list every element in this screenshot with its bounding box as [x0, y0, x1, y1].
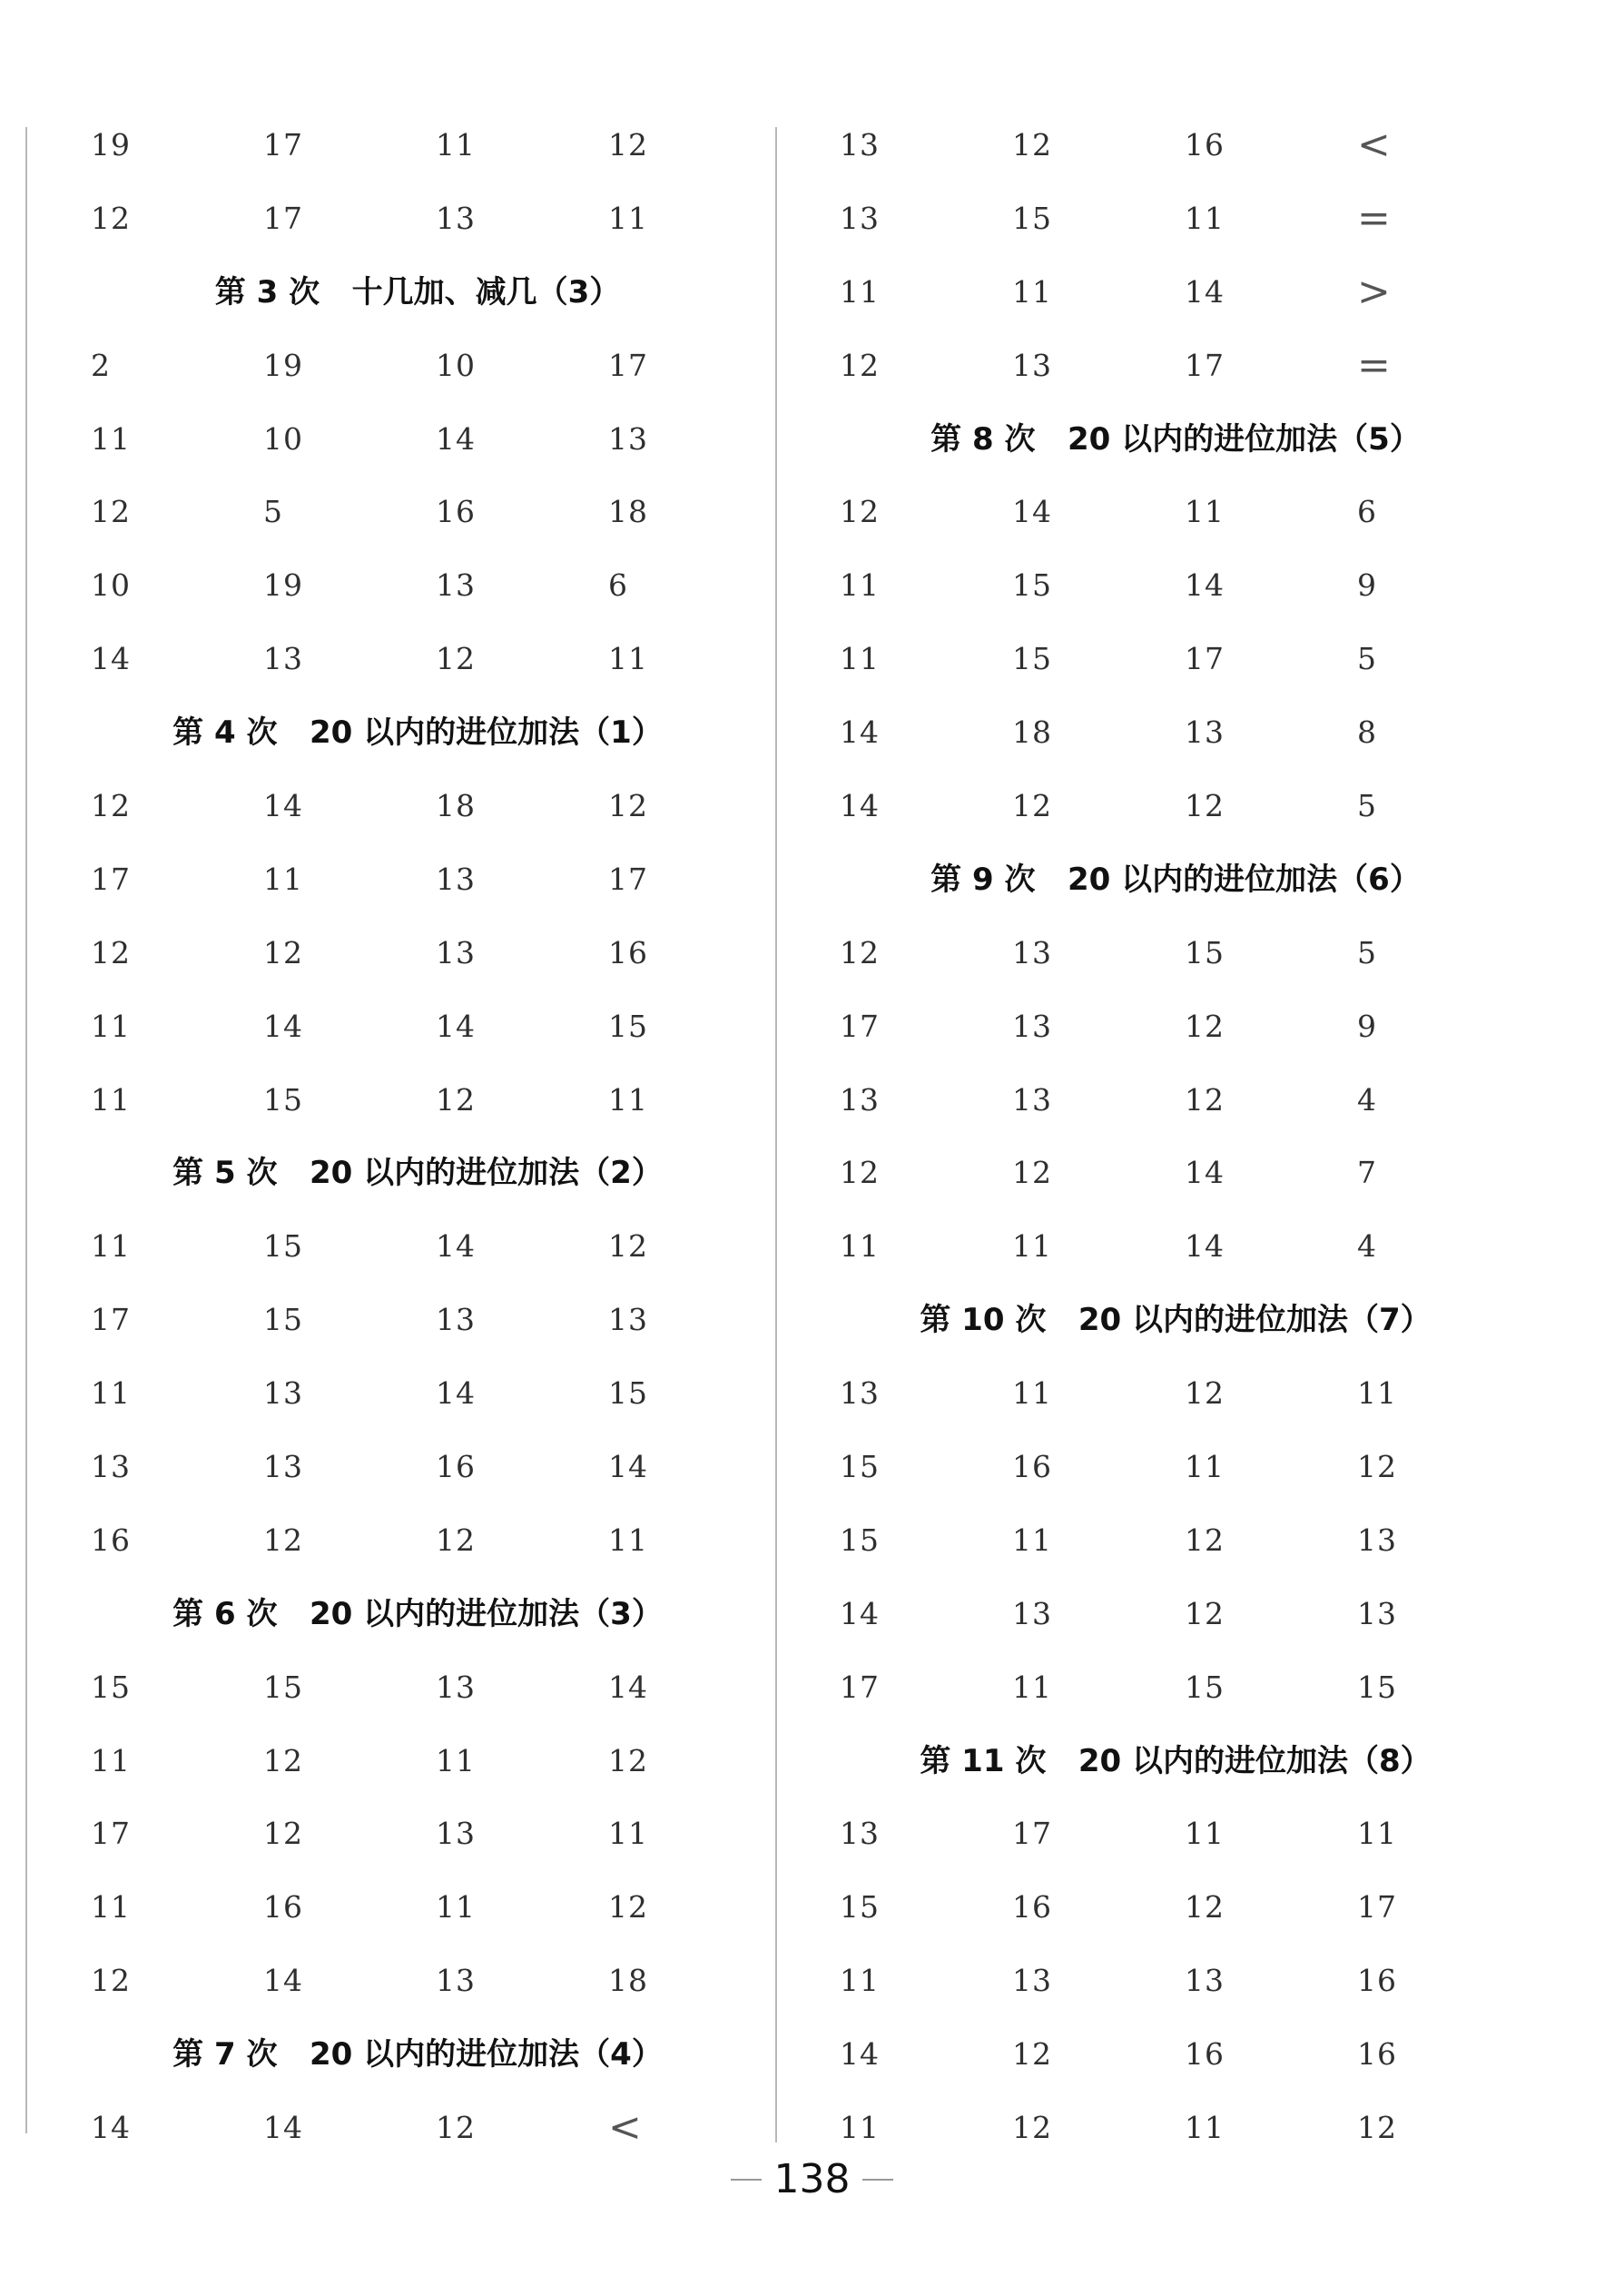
answer-cell: 15	[840, 1449, 880, 1485]
answer-row	[840, 1137, 1511, 1210]
answer-cell: 12	[1012, 788, 1052, 824]
answer-row	[840, 1210, 1511, 1284]
answer-cell: 5	[1357, 934, 1377, 970]
answer-cell: 10	[436, 347, 476, 383]
answer-cell: 17	[1185, 641, 1225, 677]
answer-cell: 15	[263, 1302, 303, 1338]
answer-cell: 11	[840, 2110, 880, 2146]
answer-cell: 13	[263, 641, 303, 677]
answer-cell: 17	[91, 1816, 131, 1852]
answer-cell: 6	[1357, 494, 1377, 530]
answer-cell: 12	[1185, 788, 1225, 824]
answer-cell: 14	[1185, 1228, 1225, 1265]
answer-cell: 12	[1185, 1081, 1225, 1118]
footer-dash-right	[862, 2179, 893, 2181]
answer-cell: 15	[608, 1375, 648, 1412]
answer-cell: 14	[263, 788, 303, 824]
answer-cell: 13	[1357, 1595, 1397, 1631]
answer-cell: 12	[608, 788, 648, 824]
left-margin-rule	[25, 127, 27, 2133]
answer-row	[91, 1284, 744, 1357]
answer-cell: 11	[436, 1742, 476, 1778]
section-heading: 第 4 次 20 以内的进位加法（1）	[172, 714, 663, 752]
answer-cell: 15	[840, 1889, 880, 1926]
answer-row	[91, 1725, 744, 1798]
answer-row	[91, 1651, 744, 1725]
answer-cell: 13	[1185, 1963, 1225, 1999]
answer-cell: 12	[1012, 2110, 1052, 2146]
answer-cell: 15	[1012, 200, 1052, 236]
answer-cell: 14	[840, 2036, 880, 2073]
answer-cell: 11	[840, 273, 880, 310]
answer-cell: 12	[608, 127, 648, 163]
answer-cell: 13	[840, 1081, 880, 1118]
answer-cell: 11	[91, 420, 131, 457]
answer-cell: 11	[1012, 1228, 1052, 1265]
answer-cell: 11	[1185, 1816, 1225, 1852]
answer-cell: 12	[1185, 1008, 1225, 1044]
answer-row	[91, 843, 744, 917]
answer-cell: 14	[436, 1008, 476, 1044]
answer-cell: 12	[840, 934, 880, 970]
answer-cell: 18	[608, 494, 648, 530]
answer-cell: 11	[608, 1816, 648, 1852]
answer-cell: 11	[1357, 1816, 1397, 1852]
section-heading: 第 3 次 十几加、减几（3）	[214, 273, 621, 310]
answer-cell: 15	[91, 1669, 131, 1705]
answer-cell: >	[1357, 268, 1392, 315]
answer-cell: 13	[436, 200, 476, 236]
right-answer-column	[840, 109, 1511, 2165]
answer-cell: =	[1357, 194, 1392, 241]
answer-cell: 14	[263, 1008, 303, 1044]
answer-cell: 19	[263, 567, 303, 604]
section-heading: 第 9 次 20 以内的进位加法（6）	[930, 861, 1421, 898]
answer-cell: 10	[263, 420, 303, 457]
answer-cell: 14	[1012, 494, 1052, 530]
answer-row	[91, 109, 744, 182]
answer-cell: 11	[1185, 2110, 1225, 2146]
answer-cell: 12	[436, 2110, 476, 2146]
answer-row	[840, 1871, 1511, 1945]
answer-cell: 17	[1012, 1816, 1052, 1852]
section-heading: 第 10 次 20 以内的进位加法（7）	[920, 1302, 1432, 1339]
answer-row	[840, 623, 1511, 696]
answer-row	[91, 1797, 744, 1871]
answer-cell: 11	[436, 127, 476, 163]
answer-row	[840, 549, 1511, 623]
column-divider	[775, 127, 777, 2142]
answer-cell: 5	[263, 494, 283, 530]
answer-cell: 13	[1012, 1595, 1052, 1631]
answer-cell: 11	[1185, 1449, 1225, 1485]
answer-row	[840, 476, 1511, 549]
page-number: 138	[773, 2156, 851, 2202]
answer-cell: 13	[436, 934, 476, 970]
answer-row	[840, 256, 1511, 330]
answer-cell: 11	[1185, 200, 1225, 236]
answer-cell: 13	[263, 1449, 303, 1485]
answer-cell: 17	[1185, 347, 1225, 383]
answer-cell: 17	[263, 200, 303, 236]
answer-cell: =	[1357, 341, 1392, 389]
answer-cell: 17	[840, 1669, 880, 1705]
answer-cell: 12	[840, 347, 880, 383]
answer-cell: 12	[91, 494, 131, 530]
answer-cell: 13	[1012, 1081, 1052, 1118]
answer-cell: 12	[263, 934, 303, 970]
answer-cell: 11	[1012, 1522, 1052, 1558]
answer-cell: 5	[1357, 641, 1377, 677]
answer-cell: 13	[840, 1375, 880, 1412]
answer-row	[91, 403, 744, 477]
answer-cell: 12	[840, 494, 880, 530]
answer-row	[91, 549, 744, 623]
answer-cell: 13	[263, 1375, 303, 1412]
answer-cell: 4	[1357, 1081, 1377, 1118]
answer-cell: 16	[263, 1889, 303, 1926]
answer-cell: 13	[1357, 1522, 1397, 1558]
answer-row	[840, 696, 1511, 770]
answer-cell: 13	[436, 1669, 476, 1705]
answer-cell: 14	[840, 714, 880, 751]
answer-cell: 13	[1012, 1008, 1052, 1044]
answer-cell: 18	[608, 1963, 648, 1999]
answer-cell: 16	[436, 494, 476, 530]
answer-row	[91, 330, 744, 403]
answer-cell: 12	[608, 1742, 648, 1778]
answer-row	[91, 917, 744, 990]
answer-cell: 7	[1357, 1155, 1377, 1191]
answer-cell: 16	[1012, 1449, 1052, 1485]
section-heading: 第 8 次 20 以内的进位加法（5）	[930, 420, 1421, 458]
answer-cell: 17	[840, 1008, 880, 1044]
answer-cell: 12	[91, 200, 131, 236]
answer-row	[91, 1431, 744, 1504]
answer-row	[840, 1431, 1511, 1504]
answer-cell: 12	[608, 1228, 648, 1265]
answer-cell: 17	[91, 861, 131, 897]
answer-cell: 13	[436, 1816, 476, 1852]
answer-cell: 11	[1012, 1669, 1052, 1705]
answer-cell: 18	[1012, 714, 1052, 751]
answer-cell: 15	[263, 1669, 303, 1705]
answer-cell: 17	[91, 1302, 131, 1338]
answer-cell: 14	[263, 2110, 303, 2146]
answer-cell: 10	[91, 567, 131, 604]
answer-cell: 11	[608, 641, 648, 677]
answer-cell: 11	[91, 1889, 131, 1926]
answer-cell: 13	[436, 567, 476, 604]
answer-cell: 15	[840, 1522, 880, 1558]
answer-cell: 14	[1185, 1155, 1225, 1191]
answer-cell: 11	[608, 200, 648, 236]
answer-row	[91, 1945, 744, 2018]
answer-cell: 12	[1185, 1889, 1225, 1926]
answer-cell: 11	[840, 641, 880, 677]
answer-cell: 13	[436, 861, 476, 897]
section-heading: 第 11 次 20 以内的进位加法（8）	[920, 1742, 1432, 1779]
answer-row	[91, 182, 744, 256]
answer-cell: 4	[1357, 1228, 1377, 1265]
answer-cell: 19	[91, 127, 131, 163]
answer-row	[91, 1210, 744, 1284]
answer-row	[91, 623, 744, 696]
answer-cell: 13	[608, 420, 648, 457]
answer-cell: 13	[840, 200, 880, 236]
answer-cell: 15	[1185, 1669, 1225, 1705]
answer-cell: 11	[91, 1008, 131, 1044]
answer-row	[840, 990, 1511, 1064]
answer-cell: 14	[263, 1963, 303, 1999]
answer-row	[91, 990, 744, 1064]
answer-cell: 12	[1357, 2110, 1397, 2146]
answer-cell: 11	[263, 861, 303, 897]
answer-cell: 8	[1357, 714, 1377, 751]
answer-row	[840, 917, 1511, 990]
answer-row	[91, 1357, 744, 1431]
answer-cell: 12	[263, 1742, 303, 1778]
answer-cell: 16	[1357, 2036, 1397, 2073]
answer-cell: 15	[1012, 567, 1052, 604]
answer-cell: 13	[436, 1963, 476, 1999]
answer-cell: 11	[1012, 1375, 1052, 1412]
answer-cell: 14	[840, 1595, 880, 1631]
answer-cell: 16	[91, 1522, 131, 1558]
answer-row	[840, 2018, 1511, 2092]
answer-cell: 13	[1012, 347, 1052, 383]
answer-cell: 12	[1357, 1449, 1397, 1485]
answer-cell: 11	[436, 1889, 476, 1926]
answer-cell: 11	[608, 1522, 648, 1558]
answer-cell: 5	[1357, 788, 1377, 824]
answer-cell: 12	[436, 641, 476, 677]
answer-cell: 16	[1185, 127, 1225, 163]
answer-row	[840, 1504, 1511, 1578]
answer-cell: 11	[840, 1963, 880, 1999]
answer-cell: 13	[1185, 714, 1225, 751]
answer-cell: 2	[91, 347, 111, 383]
answer-row	[91, 1504, 744, 1578]
answer-cell: 12	[91, 1963, 131, 1999]
answer-cell: 12	[1012, 1155, 1052, 1191]
answer-cell: 6	[608, 567, 628, 604]
answer-cell: 13	[436, 1302, 476, 1338]
answer-cell: 11	[91, 1375, 131, 1412]
answer-row	[840, 770, 1511, 843]
answer-cell: <	[608, 2104, 643, 2152]
answer-cell: 13	[840, 127, 880, 163]
answer-row	[91, 770, 744, 843]
answer-cell: 14	[840, 788, 880, 824]
answer-cell: 14	[608, 1669, 648, 1705]
answer-cell: 12	[1012, 127, 1052, 163]
answer-cell: 18	[436, 788, 476, 824]
answer-row	[840, 109, 1511, 182]
answer-row	[91, 2092, 744, 2165]
section-heading: 第 5 次 20 以内的进位加法（2）	[172, 1155, 663, 1192]
section-heading: 第 6 次 20 以内的进位加法（3）	[172, 1595, 663, 1632]
footer-dash-left	[731, 2179, 762, 2181]
answer-row	[91, 476, 744, 549]
answer-row	[91, 1871, 744, 1945]
answer-cell: 15	[1185, 934, 1225, 970]
answer-cell: 12	[91, 934, 131, 970]
answer-cell: 15	[1357, 1669, 1397, 1705]
answer-cell: 16	[1357, 1963, 1397, 1999]
answer-cell: 16	[1012, 1889, 1052, 1926]
answer-cell: 12	[263, 1816, 303, 1852]
answer-cell: 15	[1012, 641, 1052, 677]
answer-cell: 12	[608, 1889, 648, 1926]
answer-cell: 17	[1357, 1889, 1397, 1926]
answer-cell: 12	[840, 1155, 880, 1191]
answer-row	[840, 1651, 1511, 1725]
answer-cell: 14	[608, 1449, 648, 1485]
answer-cell: 17	[608, 347, 648, 383]
answer-cell: 13	[91, 1449, 131, 1485]
answer-cell: 16	[436, 1449, 476, 1485]
answer-cell: 14	[436, 1228, 476, 1265]
answer-row	[840, 1064, 1511, 1138]
answer-cell: 11	[1185, 494, 1225, 530]
answer-cell: 11	[608, 1081, 648, 1118]
answer-row	[840, 1357, 1511, 1431]
answer-cell: 9	[1357, 1008, 1377, 1044]
answer-row	[840, 182, 1511, 256]
left-answer-column	[91, 109, 744, 2165]
answer-cell: 14	[436, 1375, 476, 1412]
answer-row	[840, 1797, 1511, 1871]
answer-row	[91, 1064, 744, 1138]
answer-cell: 15	[263, 1081, 303, 1118]
answer-cell: 14	[91, 641, 131, 677]
answer-cell: 14	[91, 2110, 131, 2146]
answer-cell: 12	[1185, 1375, 1225, 1412]
answer-row	[840, 330, 1511, 403]
answer-cell: 14	[436, 420, 476, 457]
answer-cell: 19	[263, 347, 303, 383]
answer-cell: 12	[91, 788, 131, 824]
answer-cell: 11	[1012, 273, 1052, 310]
answer-cell: 9	[1357, 567, 1377, 604]
answer-cell: 15	[608, 1008, 648, 1044]
answer-cell: 14	[1185, 567, 1225, 604]
answer-cell: 13	[1012, 934, 1052, 970]
answer-cell: 11	[840, 1228, 880, 1265]
answer-cell: 11	[1357, 1375, 1397, 1412]
answer-cell: 11	[91, 1742, 131, 1778]
answer-cell: 12	[436, 1522, 476, 1558]
answer-row	[840, 1578, 1511, 1651]
answer-cell: 13	[1012, 1963, 1052, 1999]
answer-cell: 12	[1185, 1522, 1225, 1558]
answer-cell: 17	[608, 861, 648, 897]
answer-cell: 11	[91, 1081, 131, 1118]
answer-cell: 16	[1185, 2036, 1225, 2073]
answer-cell: 12	[263, 1522, 303, 1558]
answer-cell: 17	[263, 127, 303, 163]
section-heading: 第 7 次 20 以内的进位加法（4）	[172, 2036, 663, 2073]
answer-cell: 15	[263, 1228, 303, 1265]
answer-cell: 11	[91, 1228, 131, 1265]
answer-cell: <	[1357, 122, 1392, 168]
answer-cell: 13	[840, 1816, 880, 1852]
answer-row	[840, 2092, 1511, 2165]
answer-cell: 11	[840, 567, 880, 604]
answer-cell: 13	[608, 1302, 648, 1338]
answer-cell: 12	[436, 1081, 476, 1118]
answer-row	[840, 1945, 1511, 2018]
page-footer	[0, 2156, 1624, 2202]
answer-cell: 12	[1012, 2036, 1052, 2073]
answer-cell: 14	[1185, 273, 1225, 310]
answer-cell: 12	[1185, 1595, 1225, 1631]
answer-cell: 16	[608, 934, 648, 970]
